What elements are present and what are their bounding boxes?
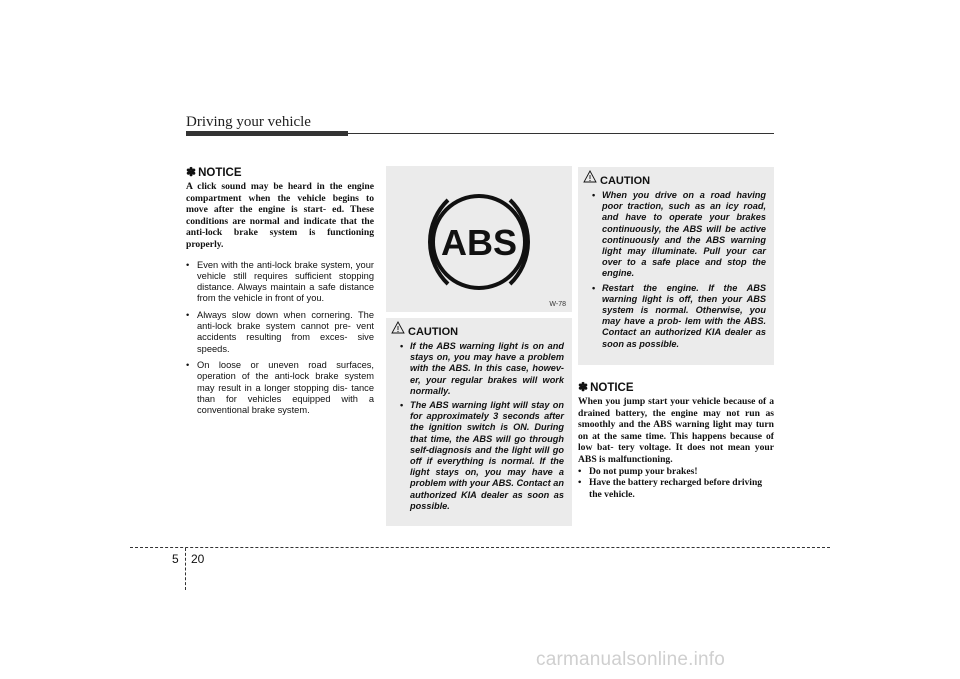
notice-heading-text: NOTICE <box>590 382 634 394</box>
notice-heading <box>578 380 774 394</box>
watermark[interactable]: carmanualsonline.info <box>536 649 726 670</box>
footer-divider <box>130 547 830 548</box>
caution-heading-text: CAUTION <box>600 175 651 187</box>
list-item: • Restart the engine. If the ABS warning light is off, then your ABS system is normal. Otherwise, you may have a prob- lem with the ABS. Contact an authorized KIA dealer as soon as possible. <box>592 282 766 349</box>
caution-list <box>578 190 774 350</box>
list-item: • Do not pump your brakes! <box>578 465 698 477</box>
list-item: • On loose or uneven road surfaces, operation of the anti-lock brake system may result in a longer stopping dis- tance than for vehicles equipped with a conventional brake system. <box>186 359 374 416</box>
list-item: • Have the battery recharged before driving the vehicle. <box>578 477 763 500</box>
section-title: Driving your vehicle <box>186 114 311 130</box>
notice-body: When you jump start your vehicle because of a drained battery, the engine may not run as smoothly and the ABS warning light may turn on at the same time. This happens because of low bat- tery voltage. It does not mean your ABS is malfunctioning. <box>578 396 774 465</box>
notice-bullet-list <box>186 260 374 417</box>
footer-vertical-divider <box>185 548 186 590</box>
notice-mark-icon: ✽ <box>186 165 197 179</box>
caution-list <box>386 341 572 512</box>
abs-label: ABS <box>440 222 518 263</box>
notice-mark-icon: ✽ <box>578 380 589 394</box>
caution-box-poor-traction <box>578 167 774 365</box>
list-item: • Always slow down when cornering. The anti-lock brake system cannot pre- vent accidents resulting from exces- sive speeds. <box>186 309 374 354</box>
list-item: • When you drive on a road having poor traction, such as an icy road, and have to operate your brakes continuously, the ABS will be active continuously and the ABS warning light may illuminate. Pull your car over to a safe place and stop the engine. <box>592 190 766 279</box>
warning-triangle-icon <box>583 170 597 183</box>
notice-heading <box>186 165 374 179</box>
caution-box-abs-light <box>386 318 572 526</box>
abs-warning-icon <box>386 166 572 312</box>
list-item: • Even with the anti-lock brake system, your vehicle still requires sufficient stopping distance. Always maintain a safe distance from the vehicle in front of you. <box>186 259 374 304</box>
figure-code: W-78 <box>549 301 566 308</box>
abs-warning-light-figure <box>386 166 572 312</box>
notice-intro: A click sound may be heard in the engine compartment when the vehicle begins to move after the engine is start- ed. These conditions are normal and indicate that the anti-lock brake system is functioning properly. <box>186 181 374 250</box>
caution-heading <box>408 326 572 338</box>
caution-heading <box>600 175 774 187</box>
notice-bullet-list <box>578 466 774 501</box>
section-number: 5 <box>172 552 179 566</box>
notice-heading-text: NOTICE <box>198 167 242 179</box>
caution-heading-text: CAUTION <box>408 326 459 338</box>
title-rule <box>186 133 774 134</box>
notice-jump-start <box>578 380 774 500</box>
notice-section <box>186 165 374 421</box>
page-number: 20 <box>191 552 205 566</box>
warning-triangle-icon <box>391 321 405 334</box>
list-item: • If the ABS warning light is on and stays on, you may have a problem with the ABS. In this case, howev- er, your regular brakes will work normally. <box>400 341 564 396</box>
list-item: • The ABS warning light will stay on for approximately 3 seconds after the ignition switch is ON. During that time, the ABS will go through self-diagnosis and the light will go off if everything is normal. If the light stays on, you may have a problem with your ABS. Contact an authorized KIA dealer as soon as possible. <box>400 400 564 511</box>
